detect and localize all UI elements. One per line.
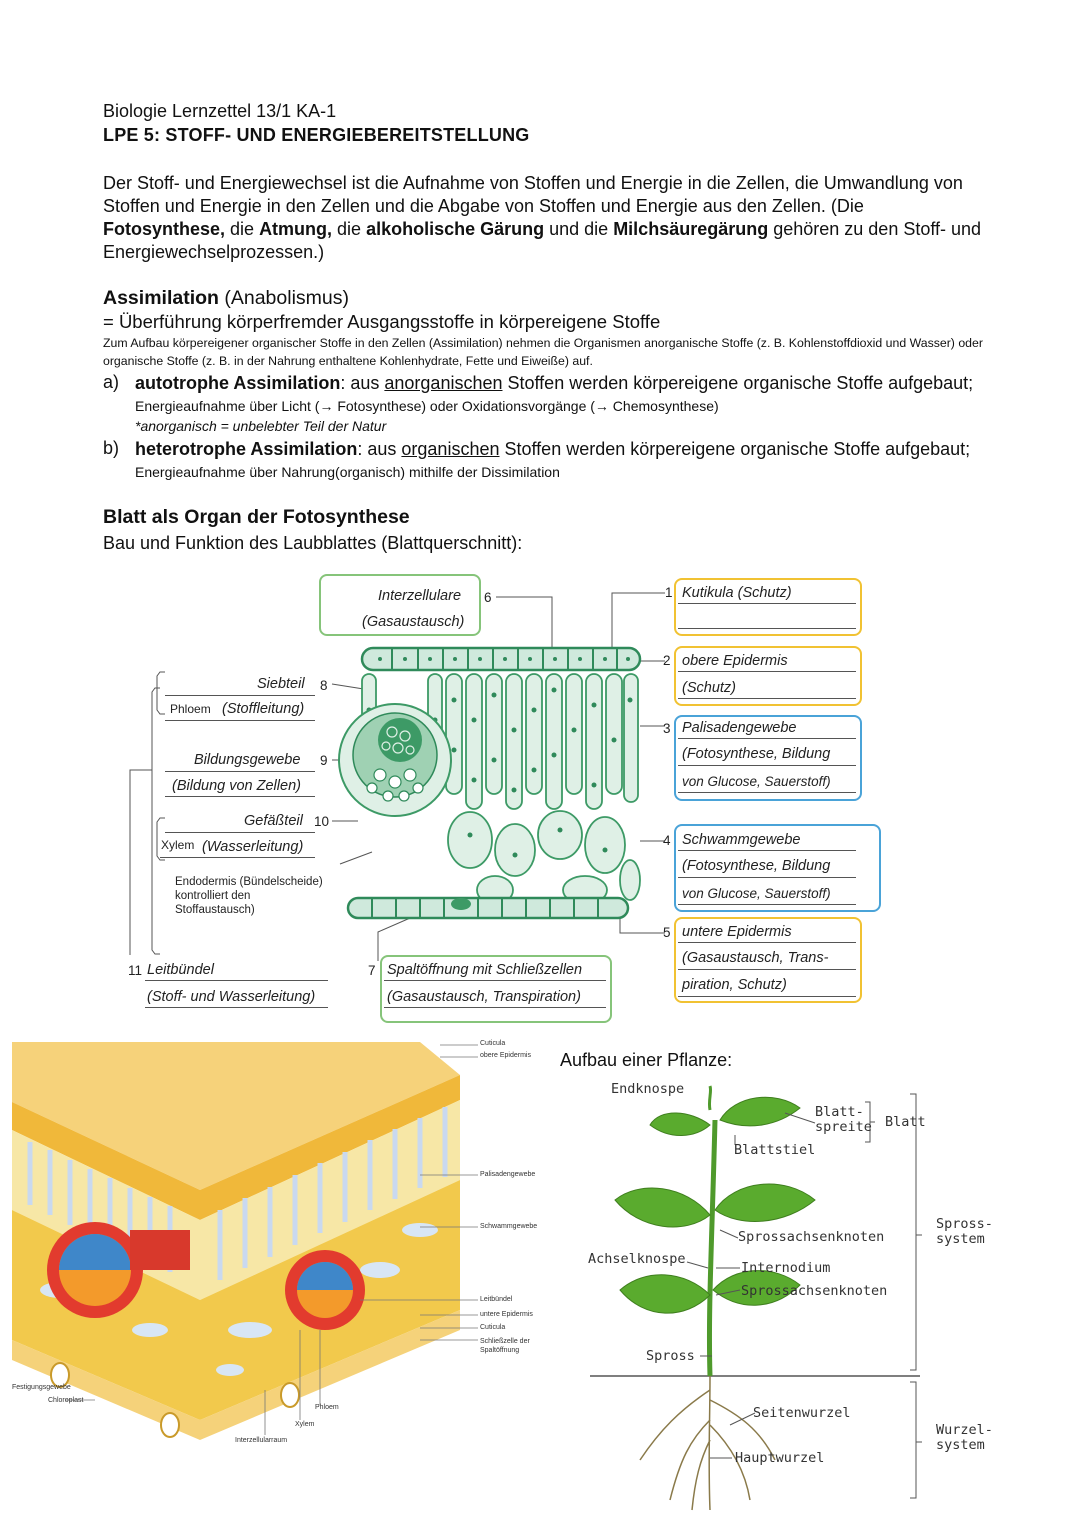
label-xylem: Xylem xyxy=(161,838,195,852)
plant-label-spross: Spross xyxy=(646,1348,695,1364)
ann-cuticula-2: Cuticula xyxy=(480,1324,506,1331)
label-number-2: 2 xyxy=(663,653,671,668)
label-number-6: 6 xyxy=(484,590,492,605)
label-number-11: 11 xyxy=(128,963,143,978)
label-schwammgewebe-function-1: (Fotosynthese, Bildung xyxy=(682,858,831,874)
label-number-4: 4 xyxy=(663,833,671,848)
assimilation-definition: = Überführung körperfremder Ausgangsstoffe in körpereigene Stoffe xyxy=(103,311,661,332)
label-number-10: 10 xyxy=(314,814,330,829)
label-interzellulare-function: (Gasaustausch) xyxy=(362,614,465,630)
ann-phloem: Phloem xyxy=(315,1404,339,1411)
label-schwammgewebe: Schwammgewebe xyxy=(682,832,801,848)
leaf-subheading: Bau und Funktion des Laubblattes (Blattquerschnitt): xyxy=(103,533,523,553)
ann-untere-epidermis: untere Epidermis xyxy=(480,1311,533,1318)
plant-label-sprosssystem: Spross- system xyxy=(936,1216,993,1247)
ann-festigungsgewebe: Festigungsgewebe xyxy=(12,1384,71,1391)
label-obere-epidermis: obere Epidermis xyxy=(682,653,788,669)
label-number-9: 9 xyxy=(320,753,328,768)
document-subtitle: Biologie Lernzettel 13/1 KA-1 xyxy=(103,101,337,121)
label-spaltoeffnung-function: (Gasaustausch, Transpiration) xyxy=(387,989,581,1005)
list-label-b: b) xyxy=(103,438,120,458)
plant-label-blatt: Blatt xyxy=(885,1114,926,1130)
ann-schwammgewebe: Schwammgewebe xyxy=(480,1223,538,1230)
label-number-1: 1 xyxy=(665,585,673,600)
anorganisch-note: *anorganisch = unbelebter Teil der Natur xyxy=(135,418,387,434)
leaf-heading: Blatt als Organ der Fotosynthese xyxy=(103,506,410,528)
plant-label-wurzelsystem: Wurzel- system xyxy=(936,1422,993,1453)
ann-schliesszelle: Schließzelle der Spaltöffnung xyxy=(480,1338,530,1354)
label-bildungsgewebe: Bildungsgewebe xyxy=(194,752,301,768)
assimilation-heading: Assimilation (Anabolismus) xyxy=(103,287,349,309)
label-kutikula: Kutikula (Schutz) xyxy=(682,585,792,601)
label-bildungsgewebe-function: (Bildung von Zellen) xyxy=(172,778,301,794)
autotrophe-assimilation: autotrophe Assimilation: aus anorganischen Stoffen werden körpereigene organische Stoffe aufgebaut; Energieaufnahme über Licht (→ Fotosynthese) oder Oxidationsvorgänge (→ Chemosynthese) xyxy=(135,373,974,414)
label-palisadengewebe: Palisadengewebe xyxy=(682,720,797,736)
list-label-a: a) xyxy=(103,372,120,392)
ann-obere-epidermis: obere Epidermis xyxy=(480,1052,531,1059)
label-number-7: 7 xyxy=(368,963,376,978)
label-schwammgewebe-function-2: von Glucose, Sauerstoff) xyxy=(682,886,831,901)
label-number-5: 5 xyxy=(663,925,671,940)
label-gefaessteil: Gefäßteil xyxy=(244,813,303,829)
document-title: LPE 5: STOFF- UND ENERGIEBEREITSTELLUNG xyxy=(103,125,530,145)
intro-paragraph: Der Stoff- und Energiewechsel ist die Aufnahme von Stoffen und Energie in die Zellen, die Umwandlung von Stoffen und Energie in den Zellen und die Abgabe von Stoffen und Energie aus den Zellen. (Die Fotosynthese, die Atmung, die alkoholische Gärung und die Milchsäuregärung gehören zu den Stoff- und Energiewechselprozessen.) xyxy=(103,173,982,262)
plant-label-blattspreite: Blatt- spreite xyxy=(815,1104,872,1135)
assimilation-explanation: Zum Aufbau körpereigener organischer Stoffe in den Zellen (Assimilation) nehmen die Organismen anorganische Stoffe (z. B. Kohlenstoffdioxid und Wasser) oder organische Stoffe (z. B. in der Nahrung enthaltene Kohlenhydrate, Fette und Eiweiße) auf. xyxy=(103,336,983,368)
label-leitbuendel: Leitbündel xyxy=(147,962,214,978)
plant-label-seitenwurzel: Seitenwurzel xyxy=(753,1405,851,1421)
ann-palisadengewebe: Palisadengewebe xyxy=(480,1171,536,1178)
heterotrophe-assimilation: heterotrophe Assimilation: aus organischen Stoffen werden körpereigene organische Stoffe aufgebaut; Energieaufnahme über Nahrung(organisch) mithilfe der Dissimilation xyxy=(135,439,971,480)
label-palisadengewebe-function-2: von Glucose, Sauerstoff) xyxy=(682,774,831,789)
label-xylem-function: (Wasserleitung) xyxy=(202,839,304,855)
label-untere-epidermis-function-1: (Gasaustausch, Trans- xyxy=(682,950,829,966)
label-spaltoeffnung: Spaltöffnung mit Schließzellen xyxy=(387,962,583,978)
label-untere-epidermis-function-2: piration, Schutz) xyxy=(682,977,787,993)
label-palisadengewebe-function-1: (Fotosynthese, Bildung xyxy=(682,746,831,762)
label-number-3: 3 xyxy=(663,721,671,736)
label-number-8: 8 xyxy=(320,678,328,693)
ann-leitbuendel: Leitbündel xyxy=(480,1296,513,1303)
label-siebteil: Siebteil xyxy=(257,676,305,692)
plant-label-internodium: Internodium xyxy=(741,1260,831,1276)
plant-label-sprossachsenknoten-1: Sprossachsenknoten xyxy=(738,1229,885,1245)
ann-interzellularraum: Interzellularraum xyxy=(235,1437,288,1444)
plant-label-achselknospe: Achselknospe xyxy=(588,1251,686,1267)
plant-label-endknospe: Endknospe xyxy=(611,1081,685,1097)
plant-label-hauptwurzel: Hauptwurzel xyxy=(735,1450,825,1466)
plant-label-blattstiel: Blattstiel xyxy=(734,1142,816,1158)
plant-label-sprossachsenknoten-2: Sprossachsenknoten xyxy=(741,1283,888,1299)
label-phloem-function: (Stoffleitung) xyxy=(222,701,305,717)
label-phloem: Phloem xyxy=(170,702,211,716)
label-untere-epidermis: untere Epidermis xyxy=(682,924,792,940)
label-endodermis: Endodermis (Bündelscheide) kontrolliert den Stoffaustausch) xyxy=(175,876,323,916)
plant-heading: Aufbau einer Pflanze: xyxy=(560,1050,733,1070)
ann-xylem: Xylem xyxy=(295,1421,315,1428)
leaf-3d-illustration xyxy=(0,1030,560,1460)
label-obere-epidermis-function: (Schutz) xyxy=(682,680,736,696)
label-interzellulare: Interzellulare xyxy=(378,588,462,604)
ann-cuticula: Cuticula xyxy=(480,1040,506,1047)
label-leitbuendel-function: (Stoff- und Wasserleitung) xyxy=(147,989,316,1005)
ann-chloroplast: Chloroplast xyxy=(48,1397,84,1404)
